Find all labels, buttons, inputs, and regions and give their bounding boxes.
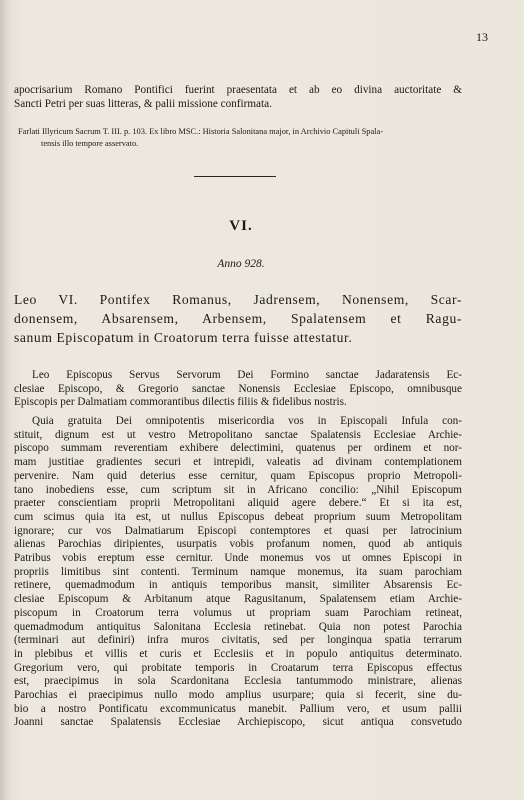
text-line: in plebibus et villis et curis et Ecclesiis et in populo antiquitus determinato. — [14, 647, 462, 660]
heading-line: donensem, Absarensem, Arbensem, Spalatensem et Ragu- — [14, 311, 462, 326]
text-line: propriis limitibus sint contenti. Terminum namque monemus, ita suam parochiam — [14, 565, 462, 578]
text-line: bio a nostro Pontificatu excommunicatus manebit. Pallium vero, et usum pallii — [14, 702, 462, 715]
text-line: retinere, quemadmodum in antiquis temporibus mansit, similiter Absarensis Ec- — [14, 579, 462, 592]
top-text — [14, 84, 462, 111]
text-line: Quia gratuita Dei omnipotentis misericordia vos in Episcopali Infula con- — [32, 415, 462, 427]
document-heading — [14, 290, 462, 347]
heading-line: sanum Episcopatum in Croatorum terra fuisse attestatur. — [14, 330, 353, 345]
text-line: quemadmodum antiquitus Salonitana Ecclesia retinebat. Quia non potest Parochia — [14, 620, 462, 633]
document-number: VI. — [229, 218, 253, 234]
text-line: Leo Episcopus Servus Servorum Dei Formino sanctae Jadaratensis Ec- — [32, 369, 462, 381]
text-line: Joanni sanctae Spalatensis Ecclesiae Archiepiscopo, sicut antiqua consvetudo — [14, 716, 462, 729]
text-line: tano inobediens esse, cum scriptum sit in Africano concilio: „Nihil Episcopum — [14, 483, 462, 496]
text-line: pervenire. Nam quid deterius esse cernitur, quam Episcopus proprio Metropoli- — [14, 469, 462, 482]
text-line: apocrisarium Romano Pontifici fuerint praesentata et ab eo divina auctoritate & — [14, 84, 462, 96]
document-year: Anno 928. — [217, 258, 265, 270]
letter-body — [14, 415, 462, 730]
text-line: (terminari aut definiri) infra muros civitatis, sed per longinqua spatia terrarum — [14, 634, 462, 647]
footnote-line: Farlati Illyricum Sacrum T. III. p. 103. Ex libro MSC.: Historia Salonitana major, in Archivio Capituli Spala- — [18, 127, 384, 136]
text-line: stituit, dignum est ut vestro Metropolitano sanctae Spalatensis Ecclesiae Archie- — [14, 428, 462, 441]
text-line: ignorare; cur vos Dalmatiarum Episcopi contemptores et quasi per latrocinium — [14, 524, 462, 537]
footnote — [18, 126, 462, 150]
text-line: Patribus vobis ereptum esse cernitur. Unde monemus vos ut omnes Episcopi in — [14, 552, 462, 565]
text-line: clesiae Episcopum & Arbitanum atque Ragusitanum, Spalatensem etiam Archie- — [14, 593, 462, 606]
page-number: 13 — [476, 30, 488, 44]
text-line: Episcopis per Dalmatiam commorantibus dilectis filiis & fidelibus nostris. — [14, 396, 347, 409]
divider — [194, 176, 276, 177]
text-line: alienas Parochias diripientes, usurpatis vobis profanum nomen, quod ab antiquis — [14, 538, 462, 551]
text-line: Sancti Petri per suas litteras, & palii missione confirmata. — [14, 97, 272, 110]
footnote-line: tensis illo tempore asservato. — [41, 139, 139, 148]
text-line: est, praecipimus in sola Scardonitana Ecclesia tantummodo ministrare, alienas — [14, 675, 462, 688]
text-line: piscopum in Croatorum terra volumus ut propriam suam Parochiam retineat, — [14, 606, 462, 619]
text-line: praeter conscientiam proprii Metropolitani aliquid agere debere.“ Et si ita est, — [14, 497, 462, 510]
text-line: cum scimus quia ita est, ut nullus Episcopus debeat proprium suum Metropolitam — [14, 510, 462, 523]
text-line: Gregorium vero, qui probitate temporis in Croatarum terra Episcopus effectus — [14, 661, 462, 674]
text-line: mam justitiae gradientes securi et intrepidi, valeatis ad divinam contemplationem — [14, 456, 462, 469]
text-line: Parochias ei praecipimus nullo modo amplius usurpare; quia si fecerit, sine du- — [14, 689, 462, 702]
salutation — [14, 369, 462, 410]
heading-line: Leo VI. Pontifex Romanus, Jadrensem, Nonensem, Scar- — [14, 292, 462, 307]
text-line: piscopo summam reverentiam exhibere delectimini, quatenus per ordinem et nor- — [14, 442, 462, 455]
text-line: clesiae Episcopo, & Gregorio sanctae Nonensis Ecclesiae Episcopo, omnibusque — [14, 382, 462, 395]
